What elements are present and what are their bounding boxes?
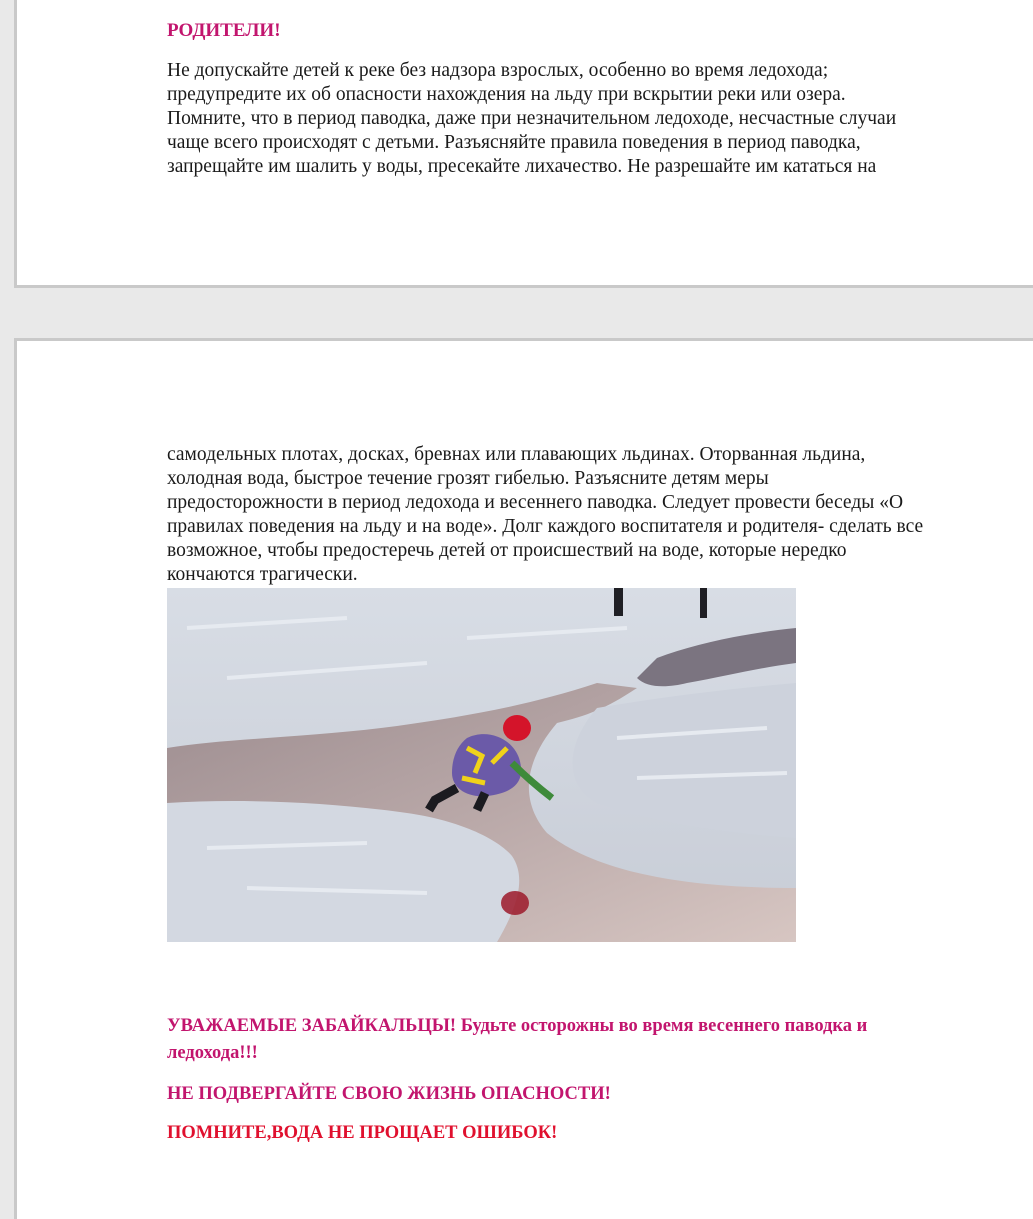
document-page-1: [14, 0, 1033, 288]
document-page-2: [14, 338, 1033, 1219]
appeal-line-2: ледохода!!!: [167, 1043, 258, 1063]
paragraph-line: возможное, чтобы предостеречь детей от происшествий на воде, которые нередко: [167, 540, 847, 561]
paragraph-line: самодельных плотах, досках, бревнах или плавающих льдинах. Оторванная льдина,: [167, 444, 866, 465]
paragraph-line: предосторожности в период ледохода и весеннего паводка. Следует провести беседы «О: [167, 492, 904, 513]
warning-line: НЕ ПОДВЕРГАЙТЕ СВОЮ ЖИЗНЬ ОПАСНОСТИ!: [167, 1084, 611, 1104]
parents-heading: РОДИТЕЛИ!: [167, 20, 281, 41]
continued-paragraph: [167, 443, 967, 587]
paragraph-line: правилах поведения на льду и на воде». Долг каждого воспитателя и родителя- сделать все: [167, 516, 924, 537]
appeal-line-1: УВАЖАЕМЫЕ ЗАБАЙКАЛЬЦЫ! Будьте осторожны во время весеннего паводка и: [167, 1016, 868, 1036]
paragraph-line: холодная вода, быстрое течение грозят гибелью. Разъясните детям меры: [167, 468, 769, 489]
paragraph-line: предупредите их об опасности нахождения на льду при вскрытии реки или озера.: [167, 84, 846, 105]
child-on-ice-photo: [167, 588, 796, 942]
parents-paragraph: [167, 59, 967, 179]
paragraph-line: Помните, что в период паводка, даже при незначительном ледоходе, несчастные случаи: [167, 108, 897, 129]
paragraph-line: кончаются трагически.: [167, 564, 358, 585]
reminder-line: ПОМНИТЕ,ВОДА НЕ ПРОЩАЕТ ОШИБОК!: [167, 1123, 558, 1143]
paragraph-line: запрещайте им шалить у воды, пресекайте лихачество. Не разрешайте им кататься на: [167, 156, 877, 177]
paragraph-line: чаще всего происходят с детьми. Разъясняйте правила поведения в период паводка,: [167, 132, 861, 153]
paragraph-line: Не допускайте детей к реке без надзора взрослых, особенно во время ледохода;: [167, 60, 829, 81]
